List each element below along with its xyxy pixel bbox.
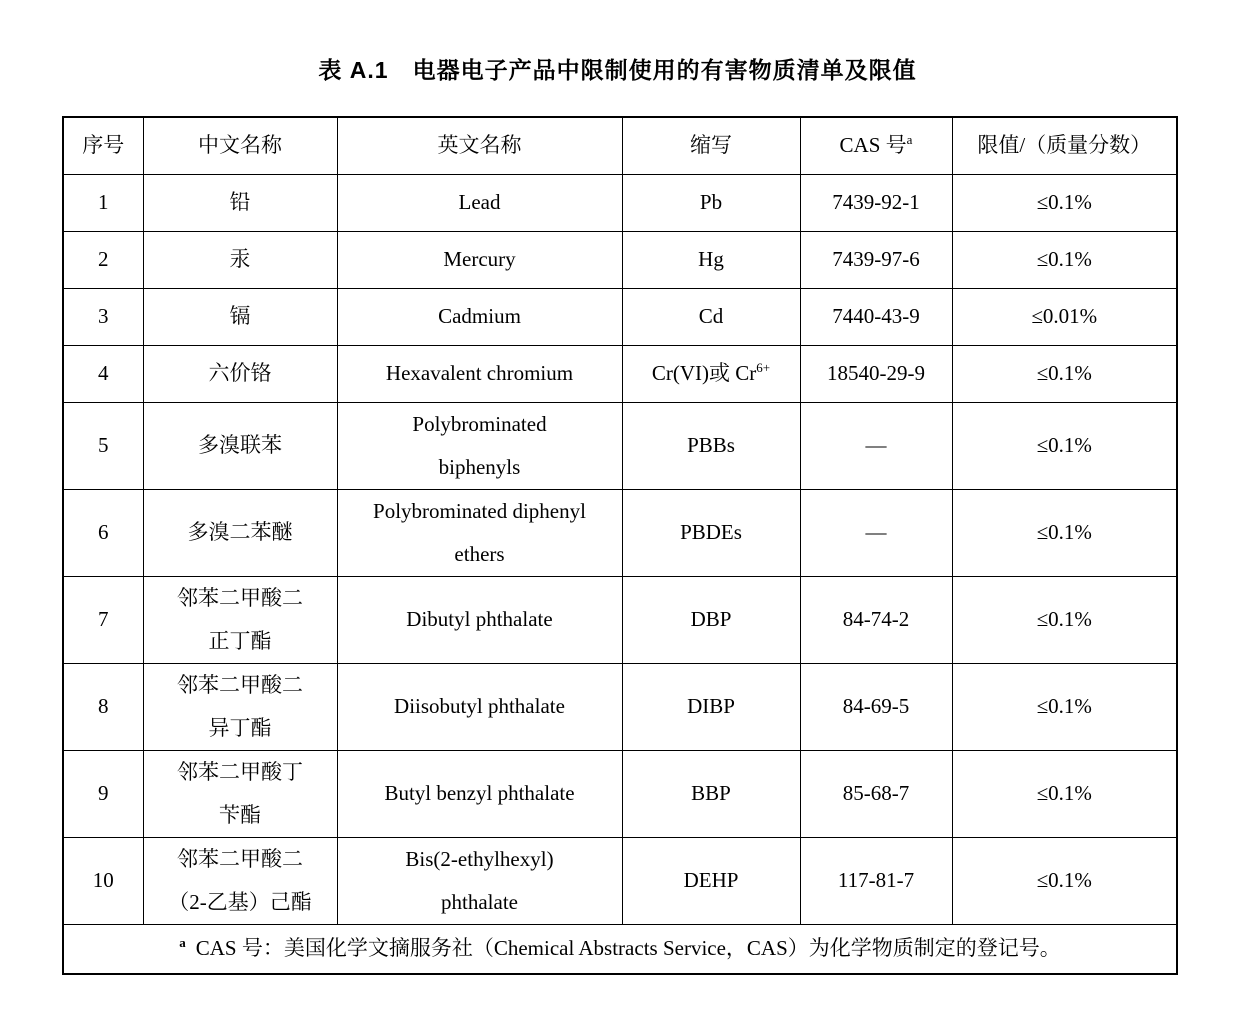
cell-limit: ≤0.1% [952,489,1177,576]
hazardous-substances-table [62,116,1178,975]
cell-cas-number: — [800,489,952,576]
table-body [63,174,1177,924]
table-row [63,345,1177,402]
table-row [63,750,1177,837]
cell-seq: 4 [63,345,143,402]
cell-chinese-name: 邻苯二甲酸二 （2-乙基）己酯 [143,837,337,924]
cell-english-name: Hexavalent chromium [337,345,622,402]
cell-seq: 1 [63,174,143,231]
cell-cas-number: 117-81-7 [800,837,952,924]
cell-abbreviation: Cd [622,288,800,345]
cell-limit: ≤0.1% [952,402,1177,489]
cell-limit: ≤0.1% [952,663,1177,750]
cell-chinese-name: 多溴二苯醚 [143,489,337,576]
cell-abbreviation: Hg [622,231,800,288]
header-english-name-label: 英文名称 [437,133,522,158]
cell-english-name: Mercury [337,231,622,288]
table-row [63,489,1177,576]
header-limit-label: 限值/（质量分数） [977,133,1152,158]
table-row [63,174,1177,231]
header-chinese-name [143,117,337,174]
header-abbreviation [622,117,800,174]
cell-english-name: Dibutyl phthalate [337,576,622,663]
cell-seq: 9 [63,750,143,837]
table-row [63,576,1177,663]
cell-chinese-name: 邻苯二甲酸二 异丁酯 [143,663,337,750]
cell-abbreviation: DEHP [622,837,800,924]
cell-chinese-name: 多溴联苯 [143,402,337,489]
cell-english-name: Butyl benzyl phthalate [337,750,622,837]
cell-cas-number: 7440-43-9 [800,288,952,345]
table-row [63,663,1177,750]
header-abbreviation-label: 缩写 [690,133,732,158]
cell-english-name: Bis(2-ethylhexyl) phthalate [337,837,622,924]
header-row [63,117,1177,174]
cell-limit: ≤0.1% [952,837,1177,924]
table-row [63,837,1177,924]
cell-abbreviation: PBBs [622,402,800,489]
cell-seq: 8 [63,663,143,750]
header-cas-footnote-marker: a [906,132,913,148]
cell-abbreviation: BBP [622,750,800,837]
cell-seq: 7 [63,576,143,663]
cell-english-name: Polybrominated biphenyls [337,402,622,489]
table-row [63,231,1177,288]
cell-limit: ≤0.1% [952,576,1177,663]
cell-limit: ≤0.1% [952,174,1177,231]
footnote-marker: a [179,935,186,951]
cell-seq: 5 [63,402,143,489]
cell-abbreviation: Pb [622,174,800,231]
header-seq-label: 序号 [82,133,125,158]
cell-seq: 10 [63,837,143,924]
cell-cas-number: 7439-97-6 [800,231,952,288]
table-footer [63,924,1177,974]
header-cas-number-label: CAS 号 [839,133,907,158]
cell-english-name: Cadmium [337,288,622,345]
header-seq [63,117,143,174]
header-chinese-name-label: 中文名称 [198,133,282,158]
cell-cas-number: 84-69-5 [800,663,952,750]
table-title: 表 A.1 电器电子产品中限制使用的有害物质清单及限值 [318,57,917,83]
footnote-row [63,924,1177,974]
cell-seq: 2 [63,231,143,288]
cell-limit: ≤0.01% [952,288,1177,345]
header-english-name [337,117,622,174]
cell-seq: 6 [63,489,143,576]
cell-english-name: Lead [337,174,622,231]
cell-abbreviation-superscript: 6+ [756,360,771,375]
cell-abbreviation: Cr(VI)或 $Cr^{6+}$ [622,345,800,402]
cell-english-name: Polybrominated diphenyl ethers [337,489,622,576]
cell-cas-number: — [800,402,952,489]
footnote-cell [63,924,1177,974]
table-row [63,402,1177,489]
cell-chinese-name: 六价铬 [143,345,337,402]
cell-abbreviation: PBDEs [622,489,800,576]
table-header [63,117,1177,174]
table-row [63,288,1177,345]
cell-chinese-name: 镉 [143,288,337,345]
cell-limit: ≤0.1% [952,231,1177,288]
cell-chinese-name: 铅 [143,174,337,231]
cell-cas-number: 7439-92-1 [800,174,952,231]
cell-cas-number: 85-68-7 [800,750,952,837]
cell-seq: 3 [63,288,143,345]
cell-chinese-name: 汞 [143,231,337,288]
cell-cas-number: 84-74-2 [800,576,952,663]
cell-abbreviation: DIBP [622,663,800,750]
header-limit [952,117,1177,174]
cell-chinese-name: 邻苯二甲酸二 正丁酯 [143,576,337,663]
cell-abbreviation: DBP [622,576,800,663]
cell-cas-number: 18540-29-9 [800,345,952,402]
cell-limit: ≤0.1% [952,750,1177,837]
footnote-text: CAS 号：美国化学文摘服务社（Chemical Abstracts Service，CAS）为化学物质制定的登记号。 [195,936,1061,961]
cell-chinese-name: 邻苯二甲酸丁 苄酯 [143,750,337,837]
header-cas-number [800,117,952,174]
cell-english-name: Diisobutyl phthalate [337,663,622,750]
cell-limit: ≤0.1% [952,345,1177,402]
